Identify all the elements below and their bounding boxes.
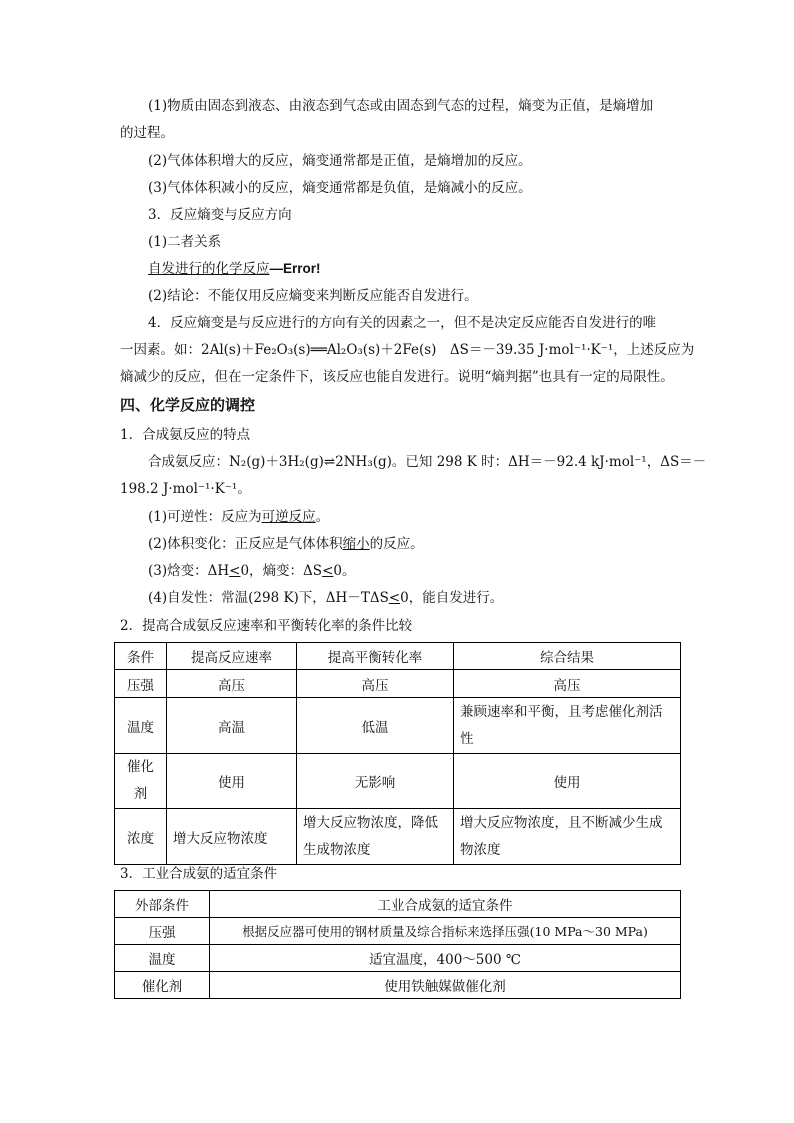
paragraph-relation: (1)二者关系 [148,234,222,250]
table-row [115,698,681,754]
table-cell: 低温 [297,698,454,754]
table-header-row [115,891,681,918]
error-text: —Error! [269,261,321,276]
table-cell: 压强 [115,670,167,698]
table-cell: 浓度 [115,809,167,865]
paragraph-spontaneous [148,259,321,279]
feature-spontaneity: (4)自发性：常温(298 K)下，ΔH－TΔS<0，能自发进行。 [148,590,504,606]
table-row [115,670,681,698]
feature-enthalpy: (3)焓变：ΔH<0，熵变：ΔS<0。 [148,563,356,579]
table-row [115,972,681,999]
table-row [115,918,681,945]
table-cell: 使用 [167,754,297,809]
header-cell: 提高平衡转化率 [297,643,454,670]
table-cell: 压强 [115,918,210,945]
table-row [115,945,681,972]
conditions-compare-table [114,642,681,865]
subheading-industrial-conditions: 3．工业合成氨的适宜条件 [120,866,278,882]
industrial-conditions-table [114,890,681,999]
table-cell: 增大反应物浓度，降低生成物浓度 [297,809,454,865]
table-cell: 增大反应物浓度 [167,809,297,865]
header-cell: 外部条件 [115,891,210,918]
ammonia-equation: 合成氨反应：N₂(g)＋3H₂(g)⇌2NH₃(g)。已知 298 K 时：ΔH＝－92.4 kJ·mol⁻¹，ΔS＝－ [148,454,707,470]
subheading-conditions-compare: 2．提高合成氨反应速率和平衡转化率的条件比较 [120,618,413,634]
table-cell: 催化剂 [115,972,210,999]
table-header-row [115,643,681,670]
table-cell: 无影响 [297,754,454,809]
table-row [115,754,681,809]
header-cell: 工业合成氨的适宜条件 [210,891,681,918]
paragraph-4-cont: 一因素。如：2Al(s)＋Fe₂O₃(s)══Al₂O₃(s)＋2Fe(s) ΔS＝－39.35 J·mol⁻¹·K⁻¹，上述反应为 [120,342,695,358]
section-heading: 四、化学反应的调控 [120,396,256,414]
paragraph-conclusion: (2)结论：不能仅用反应熵变来判断反应能否自发进行。 [148,288,478,304]
paragraph-3: (3)气体体积减小的反应，熵变通常都是负值，是熵减小的反应。 [148,180,532,196]
table-cell: 增大反应物浓度，且不断减少生成物浓度 [454,809,681,865]
paragraph-1-cont: 的过程。 [120,125,174,141]
table-cell: 使用铁触媒做催化剂 [210,972,681,999]
feature-reversible: (1)可逆性：反应为可逆反应。 [148,509,330,525]
table-cell: 根据反应器可使用的钢材质量及综合指标来选择压强(10 MPa～30 MPa) [210,918,681,945]
underlined-text: 自发进行的化学反应 [148,261,270,277]
header-cell: 条件 [115,643,167,670]
subheading-ammonia-features: 1．合成氨反应的特点 [120,427,251,443]
table-cell: 兼顾速率和平衡，且考虑催化剂活性 [454,698,681,754]
feature-volume: (2)体积变化：正反应是气体体积缩小的反应。 [148,536,424,552]
paragraph-4: 4．反应熵变是与反应进行的方向有关的因素之一，但不是决定反应能否自发进行的唯 [148,315,657,331]
table-cell: 温度 [115,945,210,972]
table-cell: 催化剂 [115,754,167,809]
table-cell: 高压 [297,670,454,698]
table-cell: 高温 [167,698,297,754]
table-cell: 温度 [115,698,167,754]
table-cell: 高压 [454,670,681,698]
table-cell: 适宜温度，400～500 ℃ [210,945,681,972]
subheading-entropy-direction: 3．反应熵变与反应方向 [148,207,292,223]
paragraph-4-cont2: 熵减少的反应，但在一定条件下，该反应也能自发进行。说明“熵判据”也具有一定的局限性。 [120,369,674,385]
paragraph-2: (2)气体体积增大的反应，熵变通常都是正值，是熵增加的反应。 [148,153,532,169]
table-cell: 高压 [167,670,297,698]
table-row [115,809,681,865]
header-cell: 综合结果 [454,643,681,670]
table-cell: 使用 [454,754,681,809]
header-cell: 提高反应速率 [167,643,297,670]
paragraph-1: (1)物质由固态到液态、由液态到气态或由固态到气态的过程，熵变为正值，是熵增加 [148,98,654,114]
ammonia-equation-cont: 198.2 J·mol⁻¹·K⁻¹。 [120,481,251,497]
